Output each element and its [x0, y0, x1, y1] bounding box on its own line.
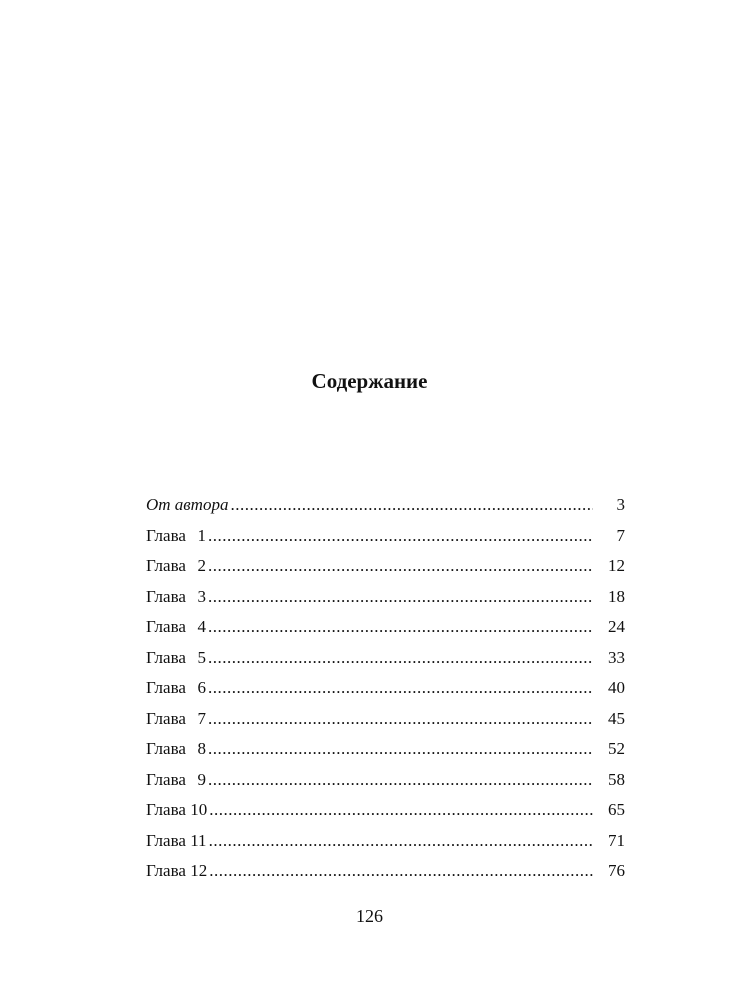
dot-leader [208, 551, 593, 582]
dot-leader [208, 765, 593, 796]
dot-leader [208, 582, 593, 613]
chapter-number: 12 [190, 861, 208, 880]
toc-entry-chapter-10[interactable] [146, 795, 625, 826]
dot-leader [208, 673, 593, 704]
chapter-number: 3 [197, 586, 206, 606]
toc-entry-label [146, 704, 206, 735]
dot-leader [208, 612, 593, 643]
chapter-word: Глава [146, 739, 186, 758]
dot-leader [209, 856, 593, 887]
chapter-number: 9 [197, 769, 206, 789]
toc-entry-label [146, 856, 207, 887]
chapter-number: 4 [197, 617, 206, 636]
toc-entry-chapter-7[interactable] [146, 704, 625, 735]
toc-entry-chapter-11[interactable] [146, 826, 625, 857]
dot-leader [208, 704, 593, 735]
dot-leader [230, 490, 593, 521]
chapter-number: 5 [197, 647, 206, 667]
toc-entry-chapter-3[interactable] [146, 582, 625, 613]
dot-leader [209, 795, 593, 826]
toc-entry-chapter-5[interactable] [146, 643, 625, 674]
toc-entry-preface[interactable] [146, 490, 625, 521]
toc-entry-label [146, 521, 206, 552]
toc-page-number: 58 [608, 769, 625, 789]
chapter-word: Глава [146, 586, 186, 606]
chapter-word: Глава [146, 525, 186, 545]
toc-page-number: 65 [608, 800, 625, 819]
dot-leader [208, 643, 593, 674]
toc-entry-chapter-6[interactable] [146, 673, 625, 704]
toc-entry-label [146, 795, 207, 826]
toc-page-number: 76 [608, 861, 625, 880]
toc-entry-label [146, 765, 206, 796]
toc-page-number: 24 [608, 617, 625, 636]
chapter-number: 7 [197, 708, 206, 728]
toc-page-number: 52 [608, 739, 625, 758]
toc-page-number: 71 [608, 830, 625, 850]
table-of-contents [146, 490, 625, 887]
toc-entry-label [146, 826, 207, 857]
toc-entry-chapter-4[interactable] [146, 612, 625, 643]
page-title: Содержание [311, 369, 428, 393]
chapter-number: 2 [197, 556, 206, 575]
chapter-number: 6 [197, 678, 206, 697]
toc-entry-chapter-8[interactable] [146, 734, 625, 765]
page-number: 126 [356, 906, 383, 926]
dot-leader [208, 734, 593, 765]
toc-entry-label: От автора [146, 495, 229, 514]
toc-entry-label [146, 734, 206, 765]
chapter-word: Глава [146, 556, 186, 575]
chapter-number: 10 [190, 800, 208, 819]
chapter-number: 11 [190, 830, 207, 850]
chapter-word: Глава [146, 769, 186, 789]
toc-page-number: 12 [608, 556, 625, 575]
toc-page-number: 18 [608, 586, 625, 606]
chapter-number: 8 [197, 739, 206, 758]
toc-entry-chapter-12[interactable] [146, 856, 625, 887]
chapter-word: Глава [146, 830, 186, 850]
toc-entry-label [146, 643, 206, 674]
toc-page-number: 45 [608, 708, 625, 728]
toc-page-number: 33 [608, 647, 625, 667]
toc-entry-label [146, 582, 206, 613]
toc-entry-chapter-9[interactable] [146, 765, 625, 796]
chapter-word: Глава [146, 678, 186, 697]
toc-page-number: 40 [608, 678, 625, 697]
dot-leader [208, 521, 593, 552]
chapter-word: Глава [146, 708, 186, 728]
toc-page-number: 7 [616, 525, 625, 545]
chapter-word: Глава [146, 861, 186, 880]
toc-entry-chapter-2[interactable] [146, 551, 625, 582]
toc-entry-label [146, 551, 206, 582]
chapter-word: Глава [146, 800, 186, 819]
toc-page-number: 3 [616, 495, 625, 514]
toc-entry-chapter-1[interactable] [146, 521, 625, 552]
chapter-word: Глава [146, 617, 186, 636]
toc-entry-label [146, 612, 206, 643]
dot-leader [209, 826, 593, 857]
toc-entry-label [146, 673, 206, 704]
chapter-number: 1 [197, 525, 206, 545]
chapter-word: Глава [146, 647, 186, 667]
